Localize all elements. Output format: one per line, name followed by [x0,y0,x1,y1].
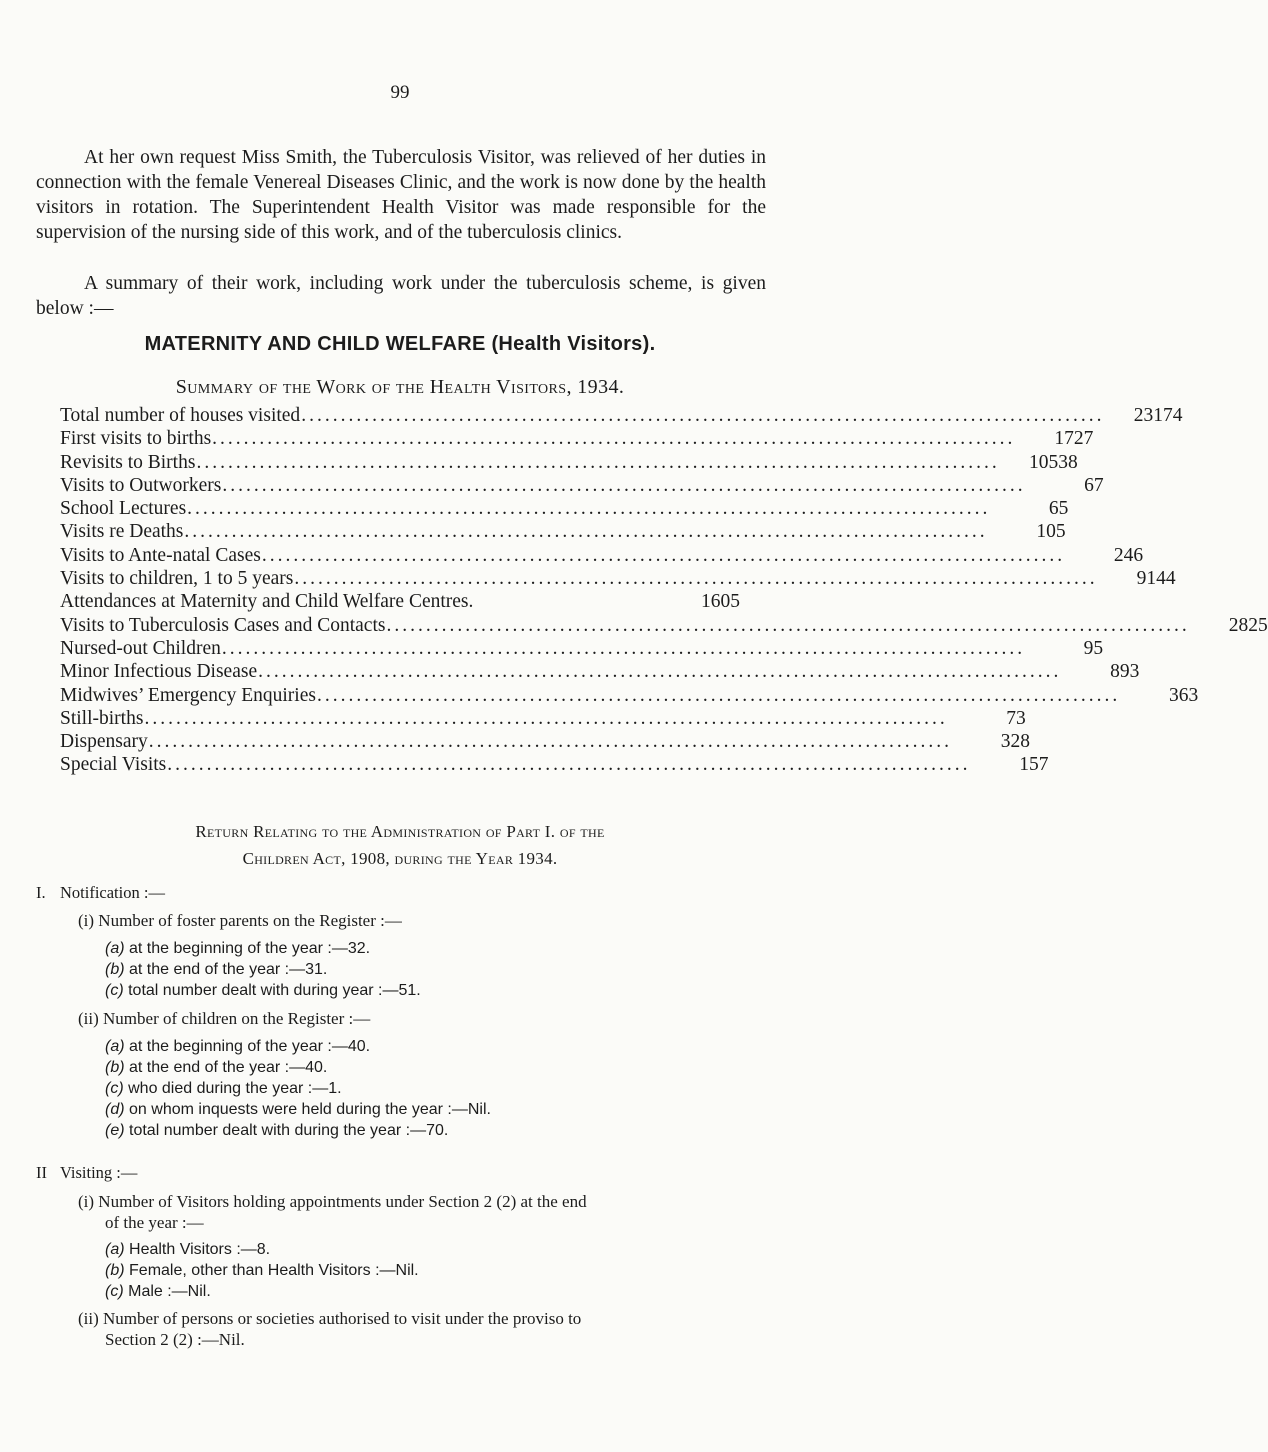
dot-leader: ...................................................................................................... [212,428,1016,450]
list-item [105,1078,342,1099]
dot-leader: ...................................................................................................... [386,614,1190,636]
row-label: Still-births [60,707,144,729]
item-marker: (d) [105,1101,125,1118]
row-value: 65 [1048,498,1069,520]
dot-leader: ...................................................................................................... [316,684,1121,706]
table-row [60,591,740,614]
section-ii-numeral: II [36,1163,47,1182]
item-marker: (a) [105,940,125,957]
row-value: 67 [1084,474,1104,496]
section-ii-title: Visiting :— [60,1163,138,1182]
table-row [60,544,1144,568]
section-ii-sub-ii-continued: Section 2 (2) :—Nil. [105,1330,245,1349]
row-label: Minor Infectious Disease [60,661,258,683]
table-row [60,405,1183,428]
section-i-sub-ii [78,1008,370,1029]
item-text: Number of foster parents on the Register :— [98,911,402,930]
item-text: at the end of the year :—31. [129,961,328,978]
list-item [105,938,370,959]
item-text: Male :—Nil. [128,1283,211,1300]
dot-leader: ...................................................................................................... [167,754,971,776]
item-text: on whom inquests were held during the year :—Nil. [129,1101,491,1118]
list-item [105,1057,327,1078]
section-ii-sub-i-continued: of the year :— [105,1213,204,1232]
item-text: Female, other than Health Visitors :—Nil. [129,1262,419,1279]
list-item [105,1281,211,1302]
item-marker: (ii) [78,1309,99,1328]
dot-leader: ...................................................................................................... [221,637,1026,659]
dot-leader: ...................................................................................................... [294,568,1098,590]
dot-leader: ...................................................................................................... [184,521,988,543]
row-value: 2825 [1228,614,1268,636]
item-text: total number dealt with during year :—51. [128,982,421,999]
table-row [60,754,1049,777]
row-label: Special Visits [60,754,167,776]
dot-leader: ...................................................................................................... [187,498,991,520]
table-row [60,521,1066,544]
dot-leader: ...................................................................................................... [261,544,1066,566]
row-value: 328 [1000,731,1030,753]
list-item [105,1260,419,1281]
return-heading-line-2: Children Act, 1908, during the Year 1934. [242,849,558,868]
item-marker: (i) [78,1192,95,1211]
dot-leader: ...................................................................................................... [144,707,948,729]
row-value: 246 [1113,544,1144,566]
item-text: at the beginning of the year :—32. [129,940,371,957]
item-text: Health Visitors :—8. [129,1241,271,1258]
row-value: 363 [1168,684,1199,706]
list-item [105,980,421,1001]
item-text: Number of children on the Register :— [103,1009,371,1028]
list-item [105,1120,448,1141]
row-label: Visits to Outworkers [60,474,222,496]
item-text: who died during the year :—1. [128,1080,342,1097]
item-marker: (b) [105,961,125,978]
row-label: Nursed-out Children [60,637,221,659]
dot-leader: ...................................................................................................... [148,731,952,753]
row-label: School Lectures [60,498,187,520]
table-row [60,684,1199,708]
item-text: at the end of the year :—40. [129,1059,328,1076]
list-item [105,1036,370,1057]
row-value: 1605 [701,591,740,613]
section-ii-sub-i [78,1191,587,1212]
item-marker: (e) [105,1122,125,1139]
summary-intro-paragraph: A summary of their work, including work under the tuberculosis scheme, is given below :— [36,273,766,319]
table-row [60,451,1078,475]
item-marker: (c) [105,1080,124,1097]
item-text: total number dealt with during the year :—70. [129,1122,449,1139]
item-marker: (i) [78,911,95,930]
item-marker: (a) [105,1038,125,1055]
list-item [105,959,327,980]
item-marker: (c) [105,982,124,999]
item-text: Number of persons or societies authorised to visit under the proviso to [103,1309,582,1328]
item-marker: (b) [105,1262,125,1279]
table-row [60,474,1104,498]
row-label: Visits to Tuberculosis Cases and Contacts [60,614,386,636]
row-value: 95 [1083,637,1104,659]
row-label: Visits to Ante-natal Cases [60,544,261,566]
table-row [60,731,1030,754]
row-value: 9144 [1136,568,1176,590]
row-label: Dispensary [60,731,148,753]
row-value: 1727 [1054,428,1094,450]
row-label: Attendances at Maternity and Child Welfare Centres. [60,591,474,613]
item-marker: (b) [105,1059,125,1076]
row-value: 73 [1006,707,1026,729]
table-row [60,428,1094,451]
row-label: Visits re Deaths [60,521,184,543]
summary-title: Summary of the Work of the Health Visitors, 1934. [175,376,625,398]
row-value: 105 [1036,521,1066,543]
section-heading: MATERNITY AND CHILD WELFARE (Health Visitors). [144,333,656,355]
row-label: Midwives’ Emergency Enquiries [60,684,316,706]
intro-paragraph: At her own request Miss Smith, the Tuberculosis Visitor, was relieved of her duties in connection with the female Venereal Diseases Clinic, and the work is now done by the health visitors in rotation. The Superintendent Health Visitor was made responsible for the supervision of the nursing side of this work, and of the tuberculosis clinics. [36,147,766,243]
dot-leader: ...................................................................................................... [301,405,1105,426]
summary-table [60,405,1268,778]
item-text: Number of Visitors holding appointments under Section 2 (2) at the end [98,1192,587,1211]
item-text: at the beginning of the year :—40. [129,1038,371,1055]
table-row [60,637,1104,661]
section-ii-sub-ii [78,1308,581,1329]
table-row [60,661,1140,684]
table-row [60,498,1069,521]
row-value: 10538 [1028,451,1078,473]
row-value: 157 [1019,754,1049,776]
row-value: 23174 [1133,405,1183,426]
item-marker: (c) [105,1283,124,1300]
section-i-title: Notification :— [60,883,165,902]
item-marker: (a) [105,1241,125,1258]
list-item [105,1239,270,1260]
section-i-numeral: I. [36,883,46,902]
table-row [60,707,1026,731]
row-value: 893 [1110,661,1140,683]
section-i-sub-i [78,910,402,931]
table-row [60,614,1268,638]
dot-leader: ...................................................................................................... [196,451,1000,473]
table-row [60,568,1176,591]
row-label: Total number of houses visited [60,405,301,426]
return-heading [0,818,800,872]
row-label: Visits to children, 1 to 5 years [60,568,294,590]
row-label: Revisits to Births [60,451,196,473]
dot-leader: ...................................................................................................... [258,661,1062,683]
list-item [105,1099,491,1120]
return-heading-line-1: Return Relating to the Administration of Part I. of the [195,822,605,841]
page-number: 99 [390,82,410,103]
dot-leader: ...................................................................................................... [222,474,1026,496]
item-marker: (ii) [78,1009,99,1028]
row-label: First visits to births [60,428,212,450]
